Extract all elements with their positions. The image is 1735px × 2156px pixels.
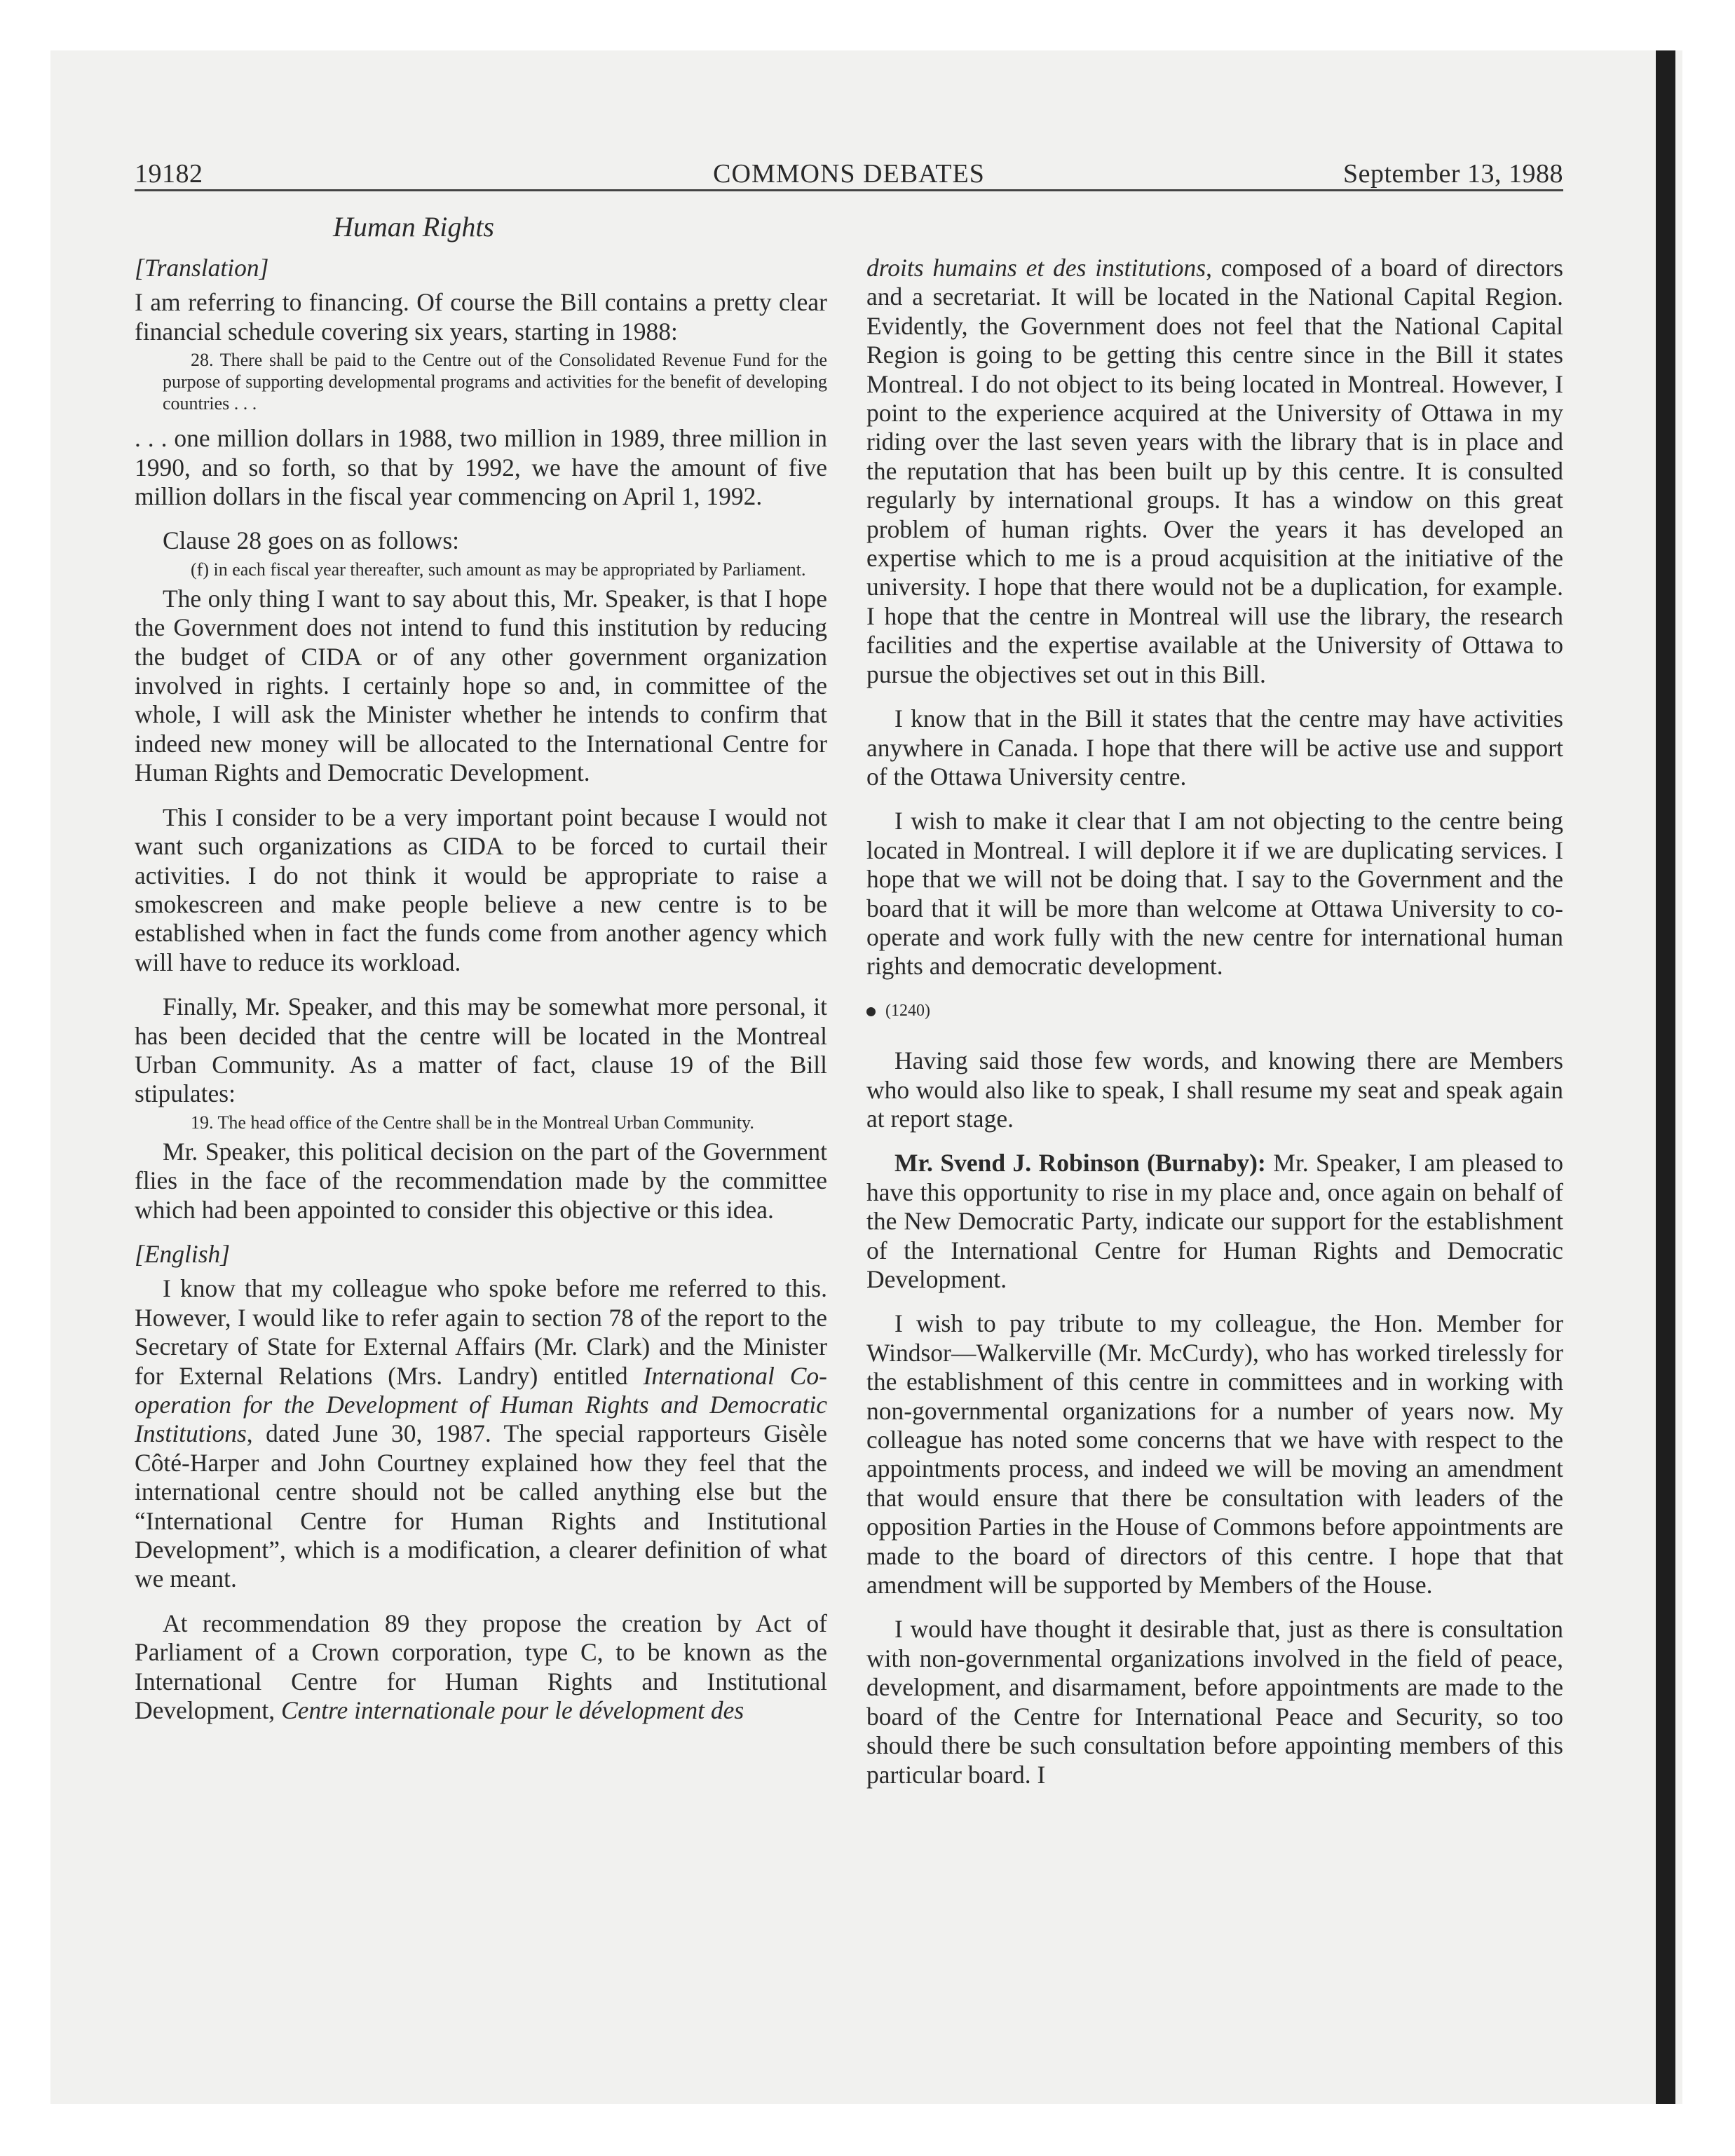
page-header [135, 158, 1563, 193]
header-rule [135, 189, 1563, 191]
time-marker [866, 997, 1563, 1025]
text-run: I know that my colleague who spoke before me referred to this. However, I would like to refer again to section 78 of the report to the Secretary of State for External Affairs (Mr. Clark) and the Minister for External Relations (Mrs. Landry) entitled [135, 1274, 827, 1390]
paragraph: I know that in the Bill it states that the centre may have activities anywhere in Canada. I hope that there will be active use and support of the Ottawa University centre. [866, 704, 1563, 791]
paragraph: I wish to pay tribute to my colleague, the Hon. Member for Windsor—Walkerville (Mr. McCurdy), who has worked tirelessly for the establishment of this centre in committees and in working with non-governmental organizations for a number of years now. My colleague has noted some concerns that we have with respect to the appointments process, and indeed we will be moving an amendment that would ensure that there be consultation with leaders of the opposition Parties in the House of Commons before appointments are made to the board of directors of this centre. I hope that that amendment will be supported by Members of the House. [866, 1309, 1563, 1599]
paragraph: Having said those few words, and knowing there are Members who would also like to speak, I shall resume my seat and speak again at report stage. [866, 1046, 1563, 1133]
block-quote: (f) in each fiscal year thereafter, such amount as may be appropriated by Parliament. [191, 559, 806, 580]
block-quote: 19. The head office of the Centre shall be in the Montreal Urban Community. [191, 1112, 754, 1133]
translation-label: [Translation] [135, 254, 269, 282]
paragraph: Finally, Mr. Speaker, and this may be somewhat more personal, it has been decided that the centre will be located in the Montreal Urban Community. As a matter of fact, clause 19 of the Bill stipulates: [135, 992, 827, 1108]
section-title: Human Rights [333, 211, 494, 243]
english-label: [English] [135, 1239, 231, 1268]
left-column [135, 254, 827, 1740]
paragraph: . . . one million dollars in 1988, two million in 1989, three million in 1990, and so forth, so that by 1992, we have the amount of five million dollars in the fiscal year commencing on April 1, 1992. [135, 424, 827, 511]
french-name: droits humains et des institutions [866, 254, 1206, 282]
paragraph: I would have thought it desirable that, just as there is consultation with non-governmental organizations involved in the field of peace, development, and disarmament, before appointments are made to the board of the Centre for International Peace and Security, so too should there be such consultation before appointing members of this particular board. I [866, 1615, 1563, 1789]
page-number: 19182 [135, 159, 203, 189]
paragraph: I am referring to financing. Of course the Bill contains a pretty clear financial schedule covering six years, starting in 1988: [135, 288, 827, 346]
text-run: Mr. Speaker, I am pleased to have this opportunity to rise in my place and, once again on behalf of the New Democratic Party, indicate our support for the establishment of the International Centre for Human Rights and Democratic Development. [866, 1149, 1563, 1293]
paragraph: The only thing I want to say about this, Mr. Speaker, is that I hope the Government does not intend to fund this institution by reducing the budget of CIDA or of any other government organization involved in rights. I certainly hope so and, in committee of the whole, I will ask the Minister whether he intends to confirm that indeed new money will be allocated to the International Centre for Human Rights and Democratic Development. [135, 584, 827, 787]
paragraph [866, 254, 1563, 689]
text-run: At recommendation 89 they propose the creation by Act of Parliament of a Crown corporation, type C, to be known as the International Centre for Human Rights and Institutional Development, [135, 1609, 827, 1725]
paragraph: This I consider to be a very important point because I would not want such organizations as CIDA to be forced to curtail their activities. I do not think it would be appropriate to raise a smokescreen and make people believe a new centre is to be established when in fact the funds come from another agency which will have to reduce its workload. [135, 803, 827, 976]
paragraph: I wish to make it clear that I am not objecting to the centre being located in Montreal. I will deplore it if we are duplicating services. I hope that we will not be doing that. I say to the Government and the board that it will be more than welcome at Ottawa University to co-operate and work fully with the new centre for international human rights and democratic development. [866, 807, 1563, 981]
paragraph: Mr. Speaker, this political decision on the part of the Government flies in the face of the recommendation made by the committee which had been appointed to consider this objective or this idea. [135, 1137, 827, 1224]
paragraph [135, 1609, 827, 1726]
publication-title: COMMONS DEBATES [713, 159, 985, 189]
scan-edge-bar [1656, 50, 1675, 2104]
block-quote: 28. There shall be paid to the Centre out of the Consolidated Revenue Fund for the purpose of supporting developmental programs and activities for the benefit of developing countries . . . [163, 350, 827, 414]
paragraph: Clause 28 goes on as follows: [163, 526, 460, 555]
time-marker-text: (1240) [885, 1001, 930, 1020]
paragraph [866, 1149, 1563, 1294]
page-date: September 13, 1988 [1342, 159, 1563, 189]
french-name: Centre internationale pour le dévelopment des [281, 1696, 744, 1725]
bullet-icon [866, 1007, 876, 1016]
text-run: , dated June 30, 1987. The special rapporteurs Gisèle Côté-Harper and John Courtney explained how they feel that the international centre should not be called anything else but the “International Centre for Human Rights and Institutional Development”, which is a modification, a clearer definition of what we meant. [135, 1419, 827, 1593]
report-title: International Co-operation for the Development of Human Rights and Democratic Institutions [135, 1361, 827, 1448]
paragraph [135, 1274, 827, 1593]
speaker-name: Mr. Svend J. Robinson (Burnaby): [894, 1149, 1266, 1178]
text-run: , composed of a board of directors and a secretariat. It will be located in the National Capital Region. Evidently, the Government does not feel that the National Capital Region is going to be getting this centre since in the Bill it states Montreal. I do not object to its being located in Montreal. However, I point to the experience acquired at the University of Ottawa in my riding over the last seven years with the library that is in place and the reputation that has been built up by this centre. It is consulted regularly by international groups. It has a window on this great problem of human rights. Over the years it has developed an expertise which to me is a proud acquisition at the initiative of the university. I hope that there would not be a duplication, for example. I hope that the centre in Montreal will use the library, the research facilities and the expertise available at the University of Ottawa to pursue the objectives set out in this Bill. [866, 254, 1563, 688]
right-column [866, 254, 1563, 1805]
